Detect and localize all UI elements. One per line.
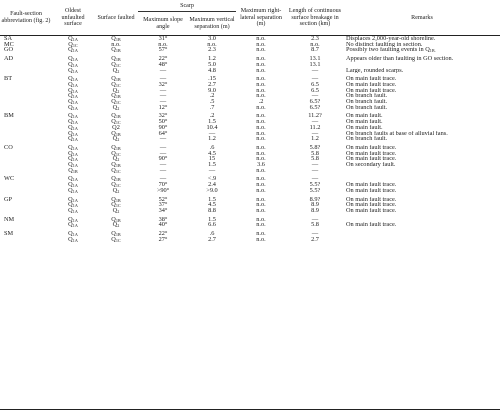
surface-faulted-cell: $Q_{1C}$ bbox=[111, 150, 121, 157]
right-lateral-cell: n.o. bbox=[256, 56, 266, 62]
surface-faulted-cell: $Q_2$ bbox=[112, 207, 120, 214]
slope-angle-cell: n.o. bbox=[158, 41, 168, 48]
slope-angle-cell: — bbox=[159, 87, 167, 94]
remarks-cell: On main fault trace. bbox=[346, 81, 397, 88]
right-lateral-cell: n.o. bbox=[256, 207, 266, 214]
remarks-cell: On main fault trace. bbox=[346, 76, 397, 82]
fault-abbreviation-cell: MC bbox=[4, 41, 14, 48]
vertical-separation-cell: 4.8 bbox=[208, 67, 216, 74]
surface-breakage-length-cell: 13.1 bbox=[309, 56, 321, 62]
vertical-separation-cell: .2 bbox=[209, 93, 215, 100]
fault-abbreviation-cell: BT bbox=[4, 76, 13, 82]
slope-angle-cell: 31° bbox=[158, 35, 168, 42]
surface-breakage-length-cell: 2.3 bbox=[311, 35, 319, 42]
vertical-separation-cell: .2 bbox=[209, 113, 215, 120]
header-remarks: Remarks bbox=[411, 14, 433, 21]
oldest-unfaulted-cell: $Q_{1A}$ bbox=[68, 182, 78, 188]
remarks-cell: On main fault trace. bbox=[346, 150, 397, 157]
surface-faulted-cell: $Q_{1C}$ bbox=[111, 236, 121, 243]
fault-abbreviation-cell: BM bbox=[4, 113, 14, 120]
right-lateral-cell: n.o. bbox=[256, 156, 266, 163]
surface-faulted-cell: $Q_2$ bbox=[112, 104, 120, 111]
vertical-separation-cell: 1.5 bbox=[208, 216, 216, 223]
surface-breakage-length-cell: 5.8? bbox=[309, 144, 321, 151]
fault-abbreviation-cell: AD bbox=[4, 56, 14, 62]
vertical-separation-cell: 15 bbox=[208, 156, 216, 163]
fault-abbreviation-cell: SM bbox=[4, 231, 14, 237]
oldest-unfaulted-cell: $Q_{1A}$ bbox=[68, 136, 78, 142]
oldest-unfaulted-cell: $Q_{1B}$ bbox=[68, 167, 78, 174]
oldest-unfaulted-cell: $Q_{1A}$ bbox=[68, 176, 78, 183]
surface-faulted-cell: $Q_{1C}$ bbox=[111, 81, 121, 88]
slope-angle-cell: — bbox=[159, 167, 167, 174]
oldest-unfaulted-cell: $Q_{1A}$ bbox=[68, 150, 78, 157]
surface-faulted-cell: $Q_{1B}$ bbox=[111, 231, 121, 237]
right-lateral-cell: n.o. bbox=[256, 231, 266, 237]
surface-faulted-cell: $Q_{1B}$ bbox=[111, 113, 121, 120]
slope-angle-cell: 70° bbox=[158, 182, 168, 188]
right-lateral-cell: n.o. bbox=[256, 41, 266, 48]
remarks-cell: On secondary fault. bbox=[346, 162, 396, 168]
remarks-cell: On main fault trace. bbox=[346, 87, 397, 94]
right-lateral-cell: n.o. bbox=[256, 144, 266, 151]
surface-breakage-length-cell: — bbox=[311, 93, 319, 100]
vertical-separation-cell: 3.0 bbox=[208, 35, 216, 42]
header-max-right-lateral: Maximum right-lateral separation (m) bbox=[240, 7, 282, 28]
vertical-separation-cell: 1.5 bbox=[208, 196, 216, 203]
right-lateral-cell: n.o. bbox=[256, 167, 266, 174]
surface-breakage-length-cell: — bbox=[311, 130, 319, 137]
oldest-unfaulted-cell: $Q_{1A}$ bbox=[68, 231, 78, 237]
vertical-separation-cell: 9.0 bbox=[208, 87, 216, 94]
right-lateral-cell: n.o. bbox=[256, 47, 266, 54]
oldest-unfaulted-cell: $Q_{1A}$ bbox=[68, 67, 78, 74]
right-lateral-cell: n.o. bbox=[256, 93, 266, 100]
vertical-separation-cell: 2.4 bbox=[208, 182, 216, 188]
surface-faulted-cell: $Q_{1C}$ bbox=[111, 167, 121, 174]
vertical-separation-cell: .7 bbox=[209, 104, 215, 111]
slope-angle-cell: 34° bbox=[158, 207, 168, 214]
oldest-unfaulted-cell: $Q_{1A}$ bbox=[68, 144, 78, 151]
vertical-separation-cell: .6 bbox=[209, 144, 215, 151]
slope-angle-cell: — bbox=[159, 176, 167, 183]
surface-faulted-cell: Q2 bbox=[112, 124, 120, 131]
oldest-unfaulted-cell: $Q_{1A}$ bbox=[68, 236, 78, 243]
surface-breakage-length-cell: 6.5? bbox=[309, 104, 321, 111]
surface-breakage-length-cell: 6.5? bbox=[309, 99, 321, 105]
slope-angle-cell: 48° bbox=[158, 61, 168, 68]
fault-abbreviation-cell: CO bbox=[4, 144, 13, 151]
remarks-cell: On main fault trace. bbox=[346, 187, 397, 194]
header-max-slope-angle: Maximum slope angle bbox=[143, 16, 183, 30]
right-lateral-cell: n.o. bbox=[256, 104, 266, 111]
remarks-cell: Large, rounded scarps. bbox=[346, 67, 404, 74]
surface-faulted-cell: $Q_2$ bbox=[112, 187, 120, 194]
remarks-cell: On main fault trace. bbox=[346, 182, 397, 188]
oldest-unfaulted-cell: $Q_{1A}$ bbox=[68, 222, 78, 229]
right-lateral-cell: n.o. bbox=[256, 130, 266, 137]
slope-angle-cell: 22° bbox=[158, 231, 168, 237]
surface-faulted-cell: $Q_{1B}$ bbox=[111, 47, 121, 54]
oldest-unfaulted-cell: $Q_{1A}$ bbox=[68, 35, 78, 42]
slope-angle-cell: 27° bbox=[158, 236, 168, 243]
surface-faulted-cell: $Q_{1B}$ bbox=[111, 176, 121, 183]
header-max-vertical-separation: Maximum vertical separation (m) bbox=[189, 16, 235, 30]
surface-breakage-length-cell: 5.8 bbox=[311, 156, 319, 163]
slope-angle-cell: 52° bbox=[158, 196, 168, 203]
surface-breakage-length-cell: 5.8 bbox=[311, 222, 319, 229]
surface-breakage-length-cell: — bbox=[311, 67, 319, 74]
slope-angle-cell: >90° bbox=[156, 187, 170, 194]
oldest-unfaulted-cell: $Q_{1A}$ bbox=[68, 56, 78, 62]
right-lateral-cell: n.o. bbox=[256, 202, 266, 208]
slope-angle-cell: — bbox=[159, 93, 167, 100]
right-lateral-cell: n.o. bbox=[256, 113, 266, 120]
oldest-unfaulted-cell: $Q_{1A}$ bbox=[68, 93, 78, 100]
slope-angle-cell: — bbox=[159, 150, 167, 157]
surface-faulted-cell: $Q_{1B}$ bbox=[111, 93, 121, 100]
remarks-cell: On main fault trace. bbox=[346, 196, 397, 203]
header-oldest-unfaulted-surface: Oldest unfaulted surface bbox=[61, 7, 85, 28]
surface-faulted-cell: $Q_{1B}$ bbox=[111, 196, 121, 203]
oldest-unfaulted-cell: $Q_{1A}$ bbox=[68, 202, 78, 208]
right-lateral-cell: n.o. bbox=[256, 216, 266, 223]
surface-breakage-length-cell: n.o. bbox=[310, 41, 320, 48]
slope-angle-cell: 38° bbox=[158, 216, 168, 223]
vertical-separation-cell: 2.3 bbox=[208, 47, 216, 54]
right-lateral-cell: n.o. bbox=[256, 236, 266, 243]
right-lateral-cell: .2 bbox=[258, 99, 264, 105]
right-lateral-cell: n.o. bbox=[256, 150, 266, 157]
oldest-unfaulted-cell: $Q_{1A}$ bbox=[68, 187, 78, 194]
header-length-breakage: Length of continuous surface breakage in section (km) bbox=[288, 7, 342, 28]
fault-abbreviation-cell: NM bbox=[4, 216, 15, 223]
surface-faulted-cell: n.o. bbox=[111, 41, 121, 48]
vertical-separation-cell: 4.5 bbox=[208, 150, 216, 157]
surface-faulted-cell: $Q_{1B}$ bbox=[111, 144, 121, 151]
right-lateral-cell: n.o. bbox=[256, 67, 266, 74]
slope-angle-cell: 90° bbox=[158, 156, 168, 163]
fault-abbreviation-cell: GP bbox=[4, 196, 13, 203]
table-row bbox=[0, 237, 500, 243]
right-lateral-cell: 3.6 bbox=[257, 162, 265, 168]
surface-breakage-length-cell: 5.5? bbox=[309, 187, 321, 194]
surface-faulted-cell: $Q_{1B}$ bbox=[111, 35, 121, 42]
remarks-cell: On main fault trace. bbox=[346, 144, 397, 151]
vertical-separation-cell: n.o. bbox=[207, 41, 217, 48]
remarks-cell: On main fault trace. bbox=[346, 156, 397, 163]
oldest-unfaulted-cell: $Q_{1A}$ bbox=[68, 47, 78, 54]
header-surface-faulted: Surface faulted bbox=[97, 14, 135, 21]
table-body bbox=[0, 36, 500, 243]
surface-breakage-length-cell: — bbox=[311, 76, 319, 82]
fault-abbreviation-cell: WC bbox=[4, 176, 15, 183]
header-scarp: Scarp bbox=[138, 1, 236, 12]
slope-angle-cell: — bbox=[159, 162, 167, 168]
remarks-cell: On main fault. bbox=[346, 124, 383, 131]
oldest-unfaulted-cell: $Q_{1A}$ bbox=[68, 130, 78, 137]
remarks-cell: Possibly two faulting events in $Q_{1B.}$ bbox=[346, 47, 436, 54]
oldest-unfaulted-cell: $Q_{1A}$ bbox=[68, 113, 78, 120]
surface-faulted-cell: $Q_{1C}$ bbox=[111, 182, 121, 188]
surface-breakage-length-cell: 11.2 bbox=[309, 124, 321, 131]
surface-breakage-length-cell: 6.5 bbox=[311, 81, 319, 88]
oldest-unfaulted-cell: $Q_{1A}$ bbox=[68, 196, 78, 203]
vertical-separation-cell: .6 bbox=[209, 231, 215, 237]
slope-angle-cell: 64° bbox=[158, 130, 168, 137]
surface-breakage-length-cell: — bbox=[311, 216, 319, 223]
vertical-separation-cell: 1.2 bbox=[208, 136, 216, 142]
surface-faulted-cell: $Q_{1B}$ bbox=[111, 56, 121, 62]
right-lateral-cell: n.o. bbox=[256, 136, 266, 142]
oldest-unfaulted-cell: $Q_{1A}$ bbox=[68, 119, 78, 125]
oldest-unfaulted-cell: $Q_{1A}$ bbox=[68, 76, 78, 82]
slope-angle-cell: 57° bbox=[158, 47, 168, 54]
surface-breakage-length-cell: — bbox=[311, 167, 319, 174]
vertical-separation-cell: 1.2 bbox=[208, 56, 216, 62]
remarks-cell bbox=[344, 237, 500, 243]
remarks-cell: On main fault trace. bbox=[346, 207, 397, 214]
vertical-separation-cell: <.9 bbox=[207, 176, 217, 183]
surface-faulted-cell: $Q_{1C}$ bbox=[111, 119, 121, 125]
table-header bbox=[0, 1, 500, 36]
slope-angle-cell: — bbox=[159, 67, 167, 74]
surface-faulted-cell: $Q_{1B}$ bbox=[111, 130, 121, 137]
surface-breakage-length-cell: 11.2? bbox=[308, 113, 322, 120]
surface-faulted-cell: $Q_2$ bbox=[112, 156, 120, 163]
table-bottom-rule bbox=[0, 409, 500, 410]
remarks-cell: Appears older than faulting in GO section. bbox=[346, 56, 454, 62]
right-lateral-cell: n.o. bbox=[256, 187, 266, 194]
surface-faulted-cell: $Q_2$ bbox=[112, 87, 120, 94]
surface-breakage-length-cell: 5.5? bbox=[309, 182, 321, 188]
surface-faulted-cell: $Q_{1C}$ bbox=[111, 202, 121, 208]
surface-breakage-length-cell: 8.9? bbox=[309, 196, 321, 203]
surface-breakage-length-cell: 13.1 bbox=[309, 61, 321, 68]
vertical-separation-cell: .15 bbox=[208, 76, 216, 82]
vertical-separation-cell: 5.0 bbox=[208, 61, 216, 68]
right-lateral-cell: n.o. bbox=[256, 176, 266, 183]
oldest-unfaulted-cell: $Q_{1A}$ bbox=[68, 81, 78, 88]
surface-faulted-cell: $Q_{1C}$ bbox=[111, 61, 121, 68]
slope-angle-cell: 12° bbox=[158, 104, 168, 111]
oldest-unfaulted-cell: $Q_{1C}$ bbox=[68, 41, 78, 48]
surface-faulted-cell: $Q_2$ bbox=[112, 67, 120, 74]
slope-angle-cell: — bbox=[159, 136, 167, 142]
surface-breakage-length-cell: 8.9 bbox=[311, 202, 319, 208]
vertical-separation-cell: 10.4 bbox=[206, 124, 218, 131]
surface-breakage-length-cell: — bbox=[311, 119, 319, 125]
surface-breakage-length-cell: — bbox=[311, 231, 319, 237]
right-lateral-cell: n.o. bbox=[256, 222, 266, 229]
oldest-unfaulted-cell: $Q_{1A}$ bbox=[68, 156, 78, 163]
remarks-cell: On branch fault. bbox=[346, 99, 388, 105]
slope-angle-cell: 50° bbox=[158, 119, 168, 125]
surface-breakage-length-cell: 1.2 bbox=[311, 136, 319, 142]
remarks-cell: On main fault trace. bbox=[346, 222, 397, 229]
right-lateral-cell: n.o. bbox=[256, 35, 266, 42]
surface-breakage-length-cell: 8.9 bbox=[311, 207, 319, 214]
slope-angle-cell: 90° bbox=[158, 124, 168, 131]
slope-angle-cell: — bbox=[159, 144, 167, 151]
fault-abbreviation-cell bbox=[0, 237, 52, 243]
right-lateral-cell: n.o. bbox=[256, 81, 266, 88]
slope-angle-cell: 32° bbox=[158, 113, 168, 120]
vertical-separation-cell: 8.8 bbox=[208, 207, 216, 214]
vertical-separation-cell: — bbox=[208, 130, 216, 137]
oldest-unfaulted-cell: $Q_{1A}$ bbox=[68, 207, 78, 214]
surface-faulted-cell: $Q_{1B}$ bbox=[111, 216, 121, 223]
vertical-separation-cell: — bbox=[208, 167, 216, 174]
slope-angle-cell: 37° bbox=[158, 202, 168, 208]
oldest-unfaulted-cell: $Q_{1A}$ bbox=[68, 61, 78, 68]
surface-faulted-cell: $Q_2$ bbox=[112, 136, 120, 142]
surface-breakage-length-cell: 5.8 bbox=[311, 150, 319, 157]
vertical-separation-cell: 1.5 bbox=[208, 162, 216, 168]
right-lateral-cell: n.o. bbox=[256, 61, 266, 68]
slope-angle-cell: 32° bbox=[158, 81, 168, 88]
oldest-unfaulted-cell: $Q_{1A}$ bbox=[68, 87, 78, 94]
slope-angle-cell: — bbox=[159, 76, 167, 82]
surface-faulted-cell: $Q_{1B}$ bbox=[111, 76, 121, 82]
vertical-separation-cell: 2.7 bbox=[208, 236, 216, 243]
oldest-unfaulted-cell: $Q_{1A}$ bbox=[68, 99, 78, 105]
vertical-separation-cell: 6.6 bbox=[208, 222, 216, 229]
right-lateral-cell: n.o. bbox=[256, 196, 266, 203]
right-lateral-cell: n.o. bbox=[256, 76, 266, 82]
fault-data-table bbox=[0, 1, 500, 243]
remarks-cell: On branch fault. bbox=[346, 93, 388, 100]
right-lateral-cell: n.o. bbox=[256, 182, 266, 188]
vertical-separation-cell: 1.5 bbox=[208, 119, 216, 125]
oldest-unfaulted-cell: $Q_{1A}$ bbox=[68, 162, 78, 168]
fault-abbreviation-cell: GO bbox=[4, 47, 14, 54]
oldest-unfaulted-cell: $Q_{1A}$ bbox=[68, 216, 78, 223]
remarks-cell: On branch faults at base of alluvial fans. bbox=[346, 130, 448, 137]
slope-angle-cell: 22° bbox=[158, 56, 168, 62]
remarks-cell: On main fault. bbox=[346, 113, 383, 120]
remarks-cell: On branch fault. bbox=[346, 104, 388, 111]
surface-faulted-cell: $Q_{1C}$ bbox=[111, 99, 121, 105]
vertical-separation-cell: .5 bbox=[209, 99, 215, 105]
header-fault-abbreviation: Fault-section abbreviation (fig. 2) bbox=[1, 11, 51, 24]
remarks-cell: Displaces 2,000-year-old shoreline. bbox=[346, 35, 436, 42]
right-lateral-cell: n.o. bbox=[256, 119, 266, 125]
surface-faulted-cell: $Q_2$ bbox=[112, 222, 120, 229]
surface-faulted-cell: $Q_{1B}$ bbox=[111, 162, 121, 168]
surface-breakage-length-cell: — bbox=[311, 162, 319, 168]
remarks-cell: No distinct faulting in section. bbox=[346, 41, 423, 48]
vertical-separation-cell: 2.7 bbox=[208, 81, 216, 88]
surface-breakage-length-cell: 6.5 bbox=[311, 87, 319, 94]
vertical-separation-cell: 4.5 bbox=[208, 202, 216, 208]
slope-angle-cell: — bbox=[159, 99, 167, 105]
right-lateral-cell: n.o. bbox=[256, 87, 266, 94]
surface-breakage-length-cell: — bbox=[311, 176, 319, 183]
oldest-unfaulted-cell: $Q_{1A}$ bbox=[68, 104, 78, 111]
surface-breakage-length-cell: 2.7 bbox=[311, 236, 319, 243]
remarks-cell: On main fault. bbox=[346, 119, 383, 125]
oldest-unfaulted-cell: $Q_{1A}$ bbox=[68, 124, 78, 131]
remarks-cell: On branch fault. bbox=[346, 136, 388, 142]
fault-abbreviation-cell: SA bbox=[4, 35, 13, 42]
surface-breakage-length-cell: 8.7 bbox=[311, 47, 319, 54]
right-lateral-cell: n.o. bbox=[256, 124, 266, 131]
remarks-cell: On main fault trace. bbox=[346, 202, 397, 208]
slope-angle-cell: 40° bbox=[158, 222, 168, 229]
vertical-separation-cell: >9.0 bbox=[206, 187, 218, 194]
